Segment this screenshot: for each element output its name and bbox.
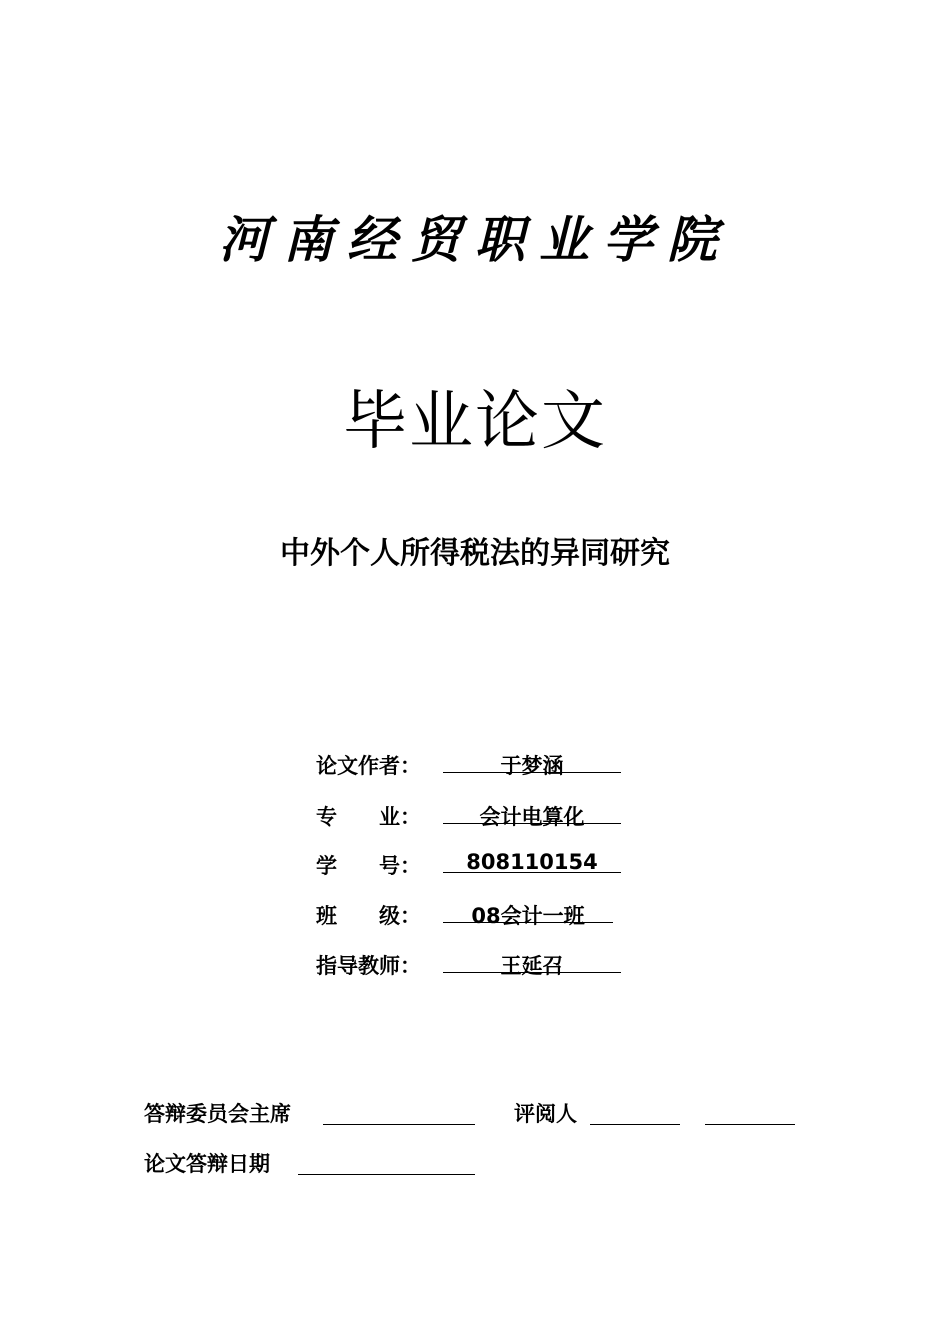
major-label: 专 业：: [316, 805, 421, 829]
class-value: 08会计一班: [471, 904, 585, 928]
student-id-label: 学 号：: [316, 854, 421, 878]
committee-chair-label: 答辩委员会主席: [144, 1102, 291, 1126]
advisor-value: 王延召: [500, 954, 564, 978]
defense-date-line: [298, 1174, 475, 1175]
student-id-value: 808110154: [466, 850, 598, 874]
thesis-title: 中外个人所得税法的异同研究: [280, 536, 670, 571]
advisor-label: 指导教师：: [316, 954, 421, 978]
defense-date-label: 论文答辩日期: [144, 1152, 270, 1176]
major-value: 会计电算化: [479, 805, 585, 829]
committee-chair-line: [323, 1124, 475, 1125]
class-label: 班 级：: [316, 904, 421, 928]
reviewer-line-1: [590, 1124, 680, 1125]
document-type: 毕业论文: [343, 385, 607, 459]
author-label: 论文作者：: [316, 754, 421, 778]
reviewer-label: 评阅人: [514, 1102, 577, 1126]
reviewer-line-2: [705, 1124, 795, 1125]
author-value: 于梦涵: [500, 754, 564, 778]
school-name: 河南经贸职业学院: [219, 210, 731, 269]
